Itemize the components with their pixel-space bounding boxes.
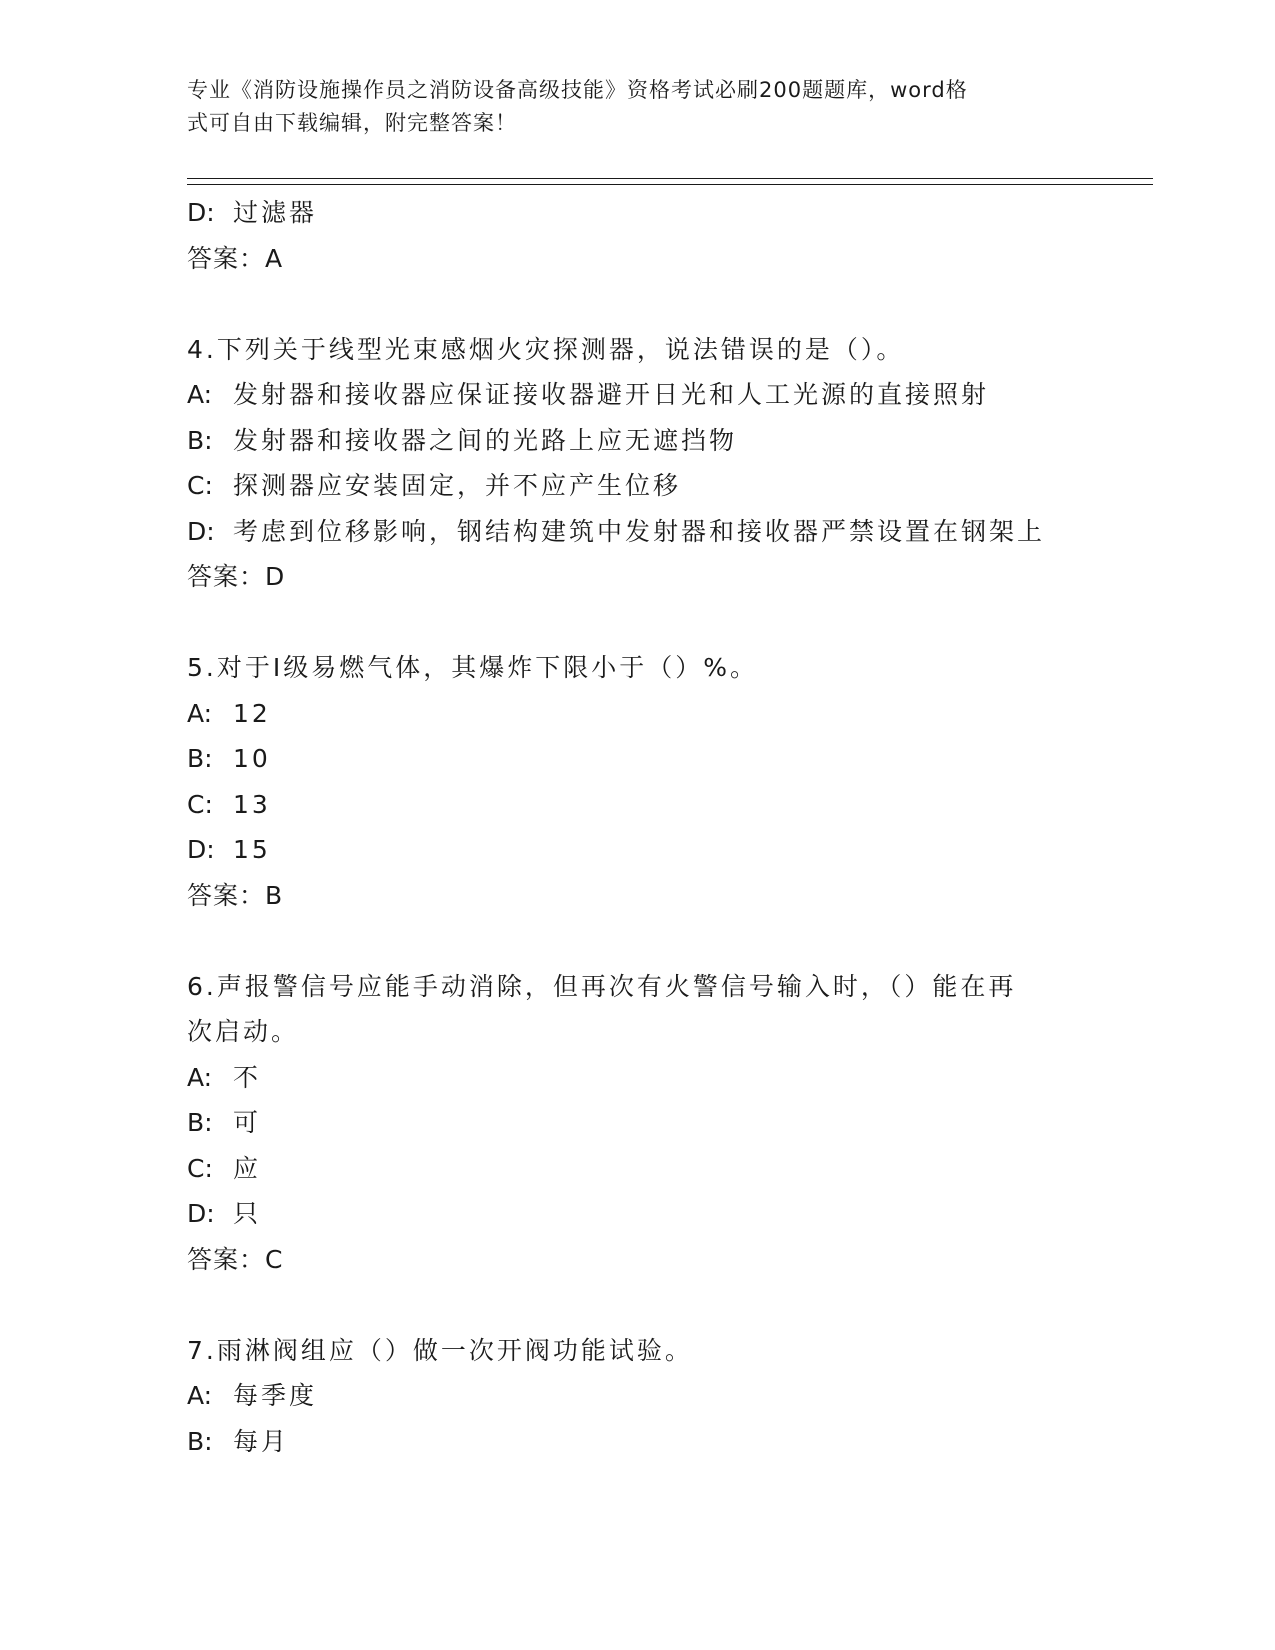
q6-stem-line-1: 6.声报警信号应能手动消除，但再次有火警信号输入时，（）能在再	[187, 971, 1017, 1001]
q7-option-a	[187, 1373, 1147, 1419]
q7-option-b	[187, 1419, 1147, 1465]
header-line-1: 专业《消防设施操作员之消防设备高级技能》资格考试必刷200题题库，word格	[187, 78, 968, 102]
prev-answer: 答案：A	[187, 243, 284, 273]
q6-stem	[187, 964, 1147, 1055]
q4-option-d	[187, 509, 1147, 555]
option-text: 探测器应安装固定，并不应产生位移	[233, 471, 682, 500]
q4-option-b	[187, 418, 1147, 464]
option-text: 13	[233, 789, 271, 819]
header-divider-top	[187, 178, 1153, 179]
option-label: B:	[187, 744, 213, 773]
option-label: B:	[187, 425, 213, 455]
q6-option-b	[187, 1100, 1147, 1146]
option-text: 应	[233, 1153, 262, 1183]
header-divider-bottom	[187, 184, 1153, 185]
q6-answer: 答案：C	[187, 1244, 284, 1274]
prev-option-d	[187, 190, 1147, 236]
option-text: 每季度	[233, 1381, 318, 1410]
option-label: D:	[187, 1199, 215, 1228]
option-label: A:	[187, 1381, 213, 1410]
option-text: 可	[233, 1108, 262, 1137]
header-line-2: 式可自由下载编辑，附完整答案！	[187, 111, 517, 135]
option-text: 只	[233, 1199, 262, 1228]
option-label: D:	[187, 198, 215, 227]
option-text: 不	[233, 1062, 262, 1092]
q4-option-c	[187, 463, 1147, 509]
q5-option-a	[187, 691, 1147, 737]
option-text: 过滤器	[233, 198, 318, 227]
option-text: 10	[233, 744, 271, 773]
q6-option-c	[187, 1146, 1147, 1192]
option-label: D:	[187, 835, 215, 864]
option-text: 每月	[233, 1426, 290, 1456]
option-text: 15	[233, 835, 271, 864]
option-label: B:	[187, 1108, 213, 1137]
q5-answer: 答案：B	[187, 880, 284, 910]
option-text: 考虑到位移影响，钢结构建筑中发射器和接收器严禁设置在钢架上	[233, 516, 1046, 546]
option-text: 发射器和接收器之间的光路上应无遮挡物	[233, 425, 738, 455]
option-label: B:	[187, 1426, 213, 1456]
question-list	[187, 190, 1147, 1464]
option-label: A:	[187, 380, 213, 409]
q4-stem: 4.下列关于线型光束感烟火灾探测器，说法错误的是（）。	[187, 334, 905, 364]
q4-answer: 答案：D	[187, 562, 286, 591]
option-text: 12	[233, 698, 271, 728]
q6-stem-line-2: 次启动。	[187, 1017, 300, 1046]
spacer	[187, 1282, 1147, 1328]
option-label: D:	[187, 516, 215, 546]
q5-stem: 5.对于Ⅰ级易燃气体，其爆炸下限小于（）%。	[187, 653, 758, 682]
q6-option-a	[187, 1055, 1147, 1101]
q5-option-c	[187, 782, 1147, 828]
option-label: C:	[187, 1153, 213, 1183]
option-label: C:	[187, 471, 213, 500]
q4-option-a	[187, 372, 1147, 418]
q7-stem: 7.雨淋阀组应（）做一次开阀功能试验。	[187, 1335, 693, 1365]
q5-option-d	[187, 827, 1147, 873]
spacer	[187, 281, 1147, 327]
q6-option-d	[187, 1191, 1147, 1237]
document-header	[187, 74, 1067, 140]
spacer	[187, 600, 1147, 646]
option-label: A:	[187, 1062, 213, 1092]
q5-option-b	[187, 736, 1147, 782]
option-label: A:	[187, 698, 213, 728]
spacer	[187, 918, 1147, 964]
option-text: 发射器和接收器应保证接收器避开日光和人工光源的直接照射	[233, 380, 990, 409]
option-label: C:	[187, 789, 213, 819]
